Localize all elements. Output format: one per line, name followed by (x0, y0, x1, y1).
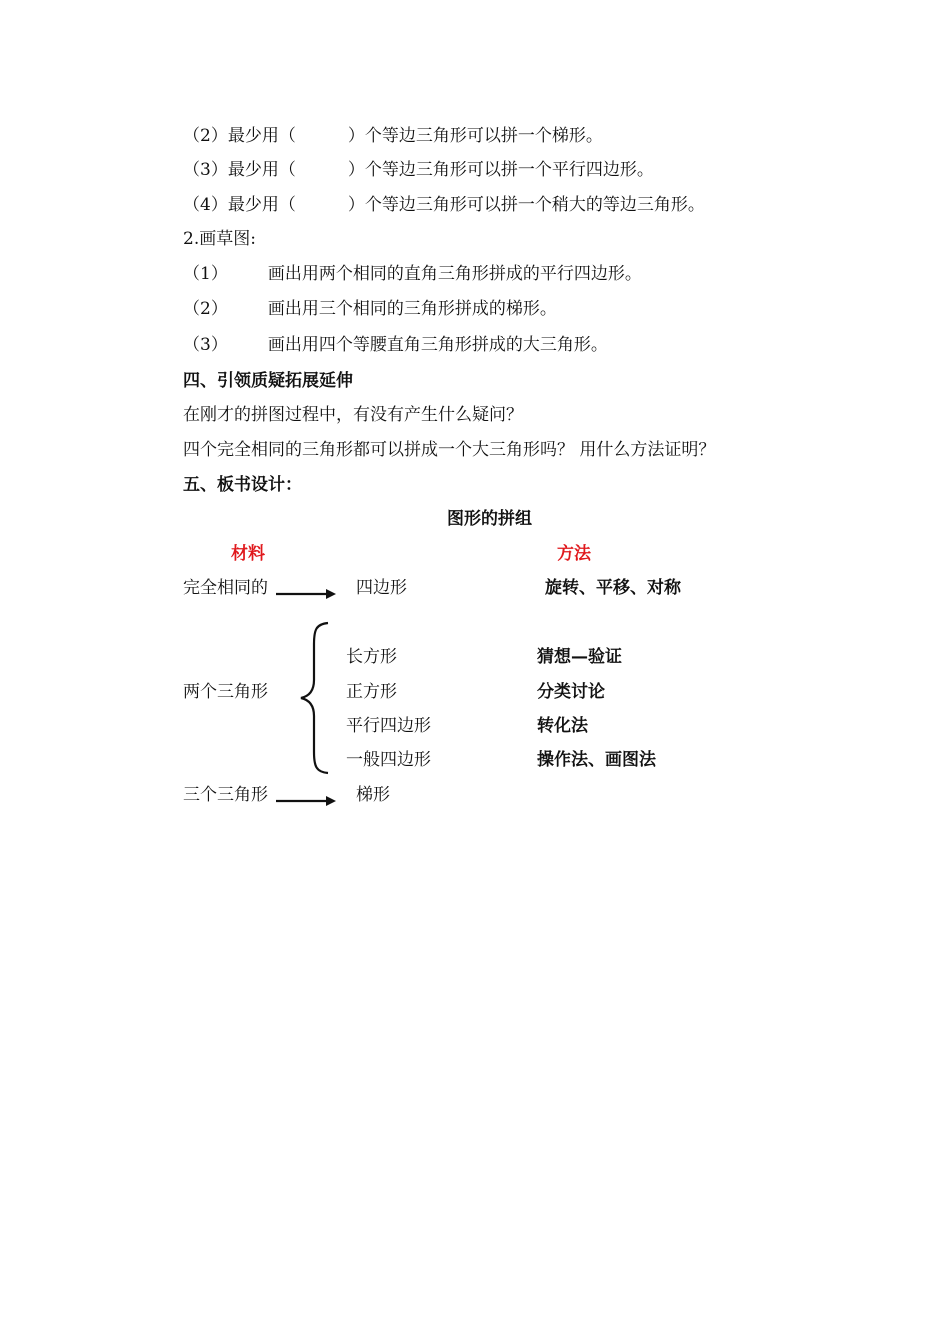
question-prefix: 最少用（ (227, 160, 296, 180)
board-row2-shape-1: 长方形 (346, 647, 397, 667)
board-row2-shape-4: 一般四边形 (346, 750, 431, 770)
sketch-item-2 (183, 298, 557, 320)
board-col-material: 材料 (231, 544, 265, 564)
question-suffix: ）个等边三角形可以拼一个稍大的等边三角形。 (347, 195, 705, 215)
board-row1-shape: 四边形 (356, 578, 407, 598)
question-number: （3） (183, 160, 228, 180)
question-4 (183, 194, 705, 216)
section-5-heading: 五、板书设计： (183, 475, 302, 495)
board-row2-method-2: 分类讨论 (537, 682, 605, 702)
sketch-item-number: （1） (183, 264, 228, 284)
question-number: （2） (183, 126, 228, 146)
sketch-item-text: 画出用四个等腰直角三角形拼成的大三角形。 (267, 335, 608, 355)
section-4-heading: 四、引领质疑拓展延伸 (183, 371, 353, 391)
board-row2-method-4: 操作法、画图法 (537, 750, 656, 770)
arrow-right-icon (276, 793, 340, 809)
question-prefix: 最少用（ (227, 195, 296, 215)
question-prefix: 最少用（ (227, 126, 296, 146)
sketch-item-3 (183, 334, 608, 356)
sketch-item-1 (183, 263, 642, 285)
sketch-item-number: （2） (183, 299, 228, 319)
section-4-line-2: 四个完全相同的三角形都可以拼成一个大三角形吗？ 用什么方法证明？ (183, 440, 716, 460)
board-row3-shape: 梯形 (356, 785, 390, 805)
board-row1-material: 完全相同的 (183, 578, 268, 598)
sketch-item-text: 画出用两个相同的直角三角形拼成的平行四边形。 (267, 264, 642, 284)
board-row2-method-3: 转化法 (537, 716, 588, 736)
question-3 (183, 159, 654, 181)
section-4-line-1: 在刚才的拼图过程中，有没有产生什么疑问？ (183, 405, 523, 425)
board-row1-method: 旋转、平移、对称 (545, 578, 681, 598)
question-number: （4） (183, 195, 228, 215)
question-suffix: ）个等边三角形可以拼一个平行四边形。 (347, 160, 654, 180)
board-col-method: 方法 (557, 544, 591, 564)
board-row3-material: 三个三角形 (183, 785, 268, 805)
board-row2-shape-2: 正方形 (346, 682, 397, 702)
sketch-item-text: 画出用三个相同的三角形拼成的梯形。 (267, 299, 557, 319)
arrow-right-icon (276, 586, 340, 602)
board-row2-shape-3: 平行四边形 (346, 716, 431, 736)
curly-brace-icon (298, 620, 334, 776)
board-row2-material: 两个三角形 (183, 682, 268, 702)
sketch-heading: 2.画草图: (183, 229, 256, 249)
question-2 (183, 125, 603, 147)
board-row2-method-1: 猜想—验证 (537, 647, 622, 667)
sketch-item-number: （3） (183, 335, 228, 355)
board-title: 图形的拼组 (447, 509, 532, 529)
question-suffix: ）个等边三角形可以拼一个梯形。 (347, 126, 603, 146)
